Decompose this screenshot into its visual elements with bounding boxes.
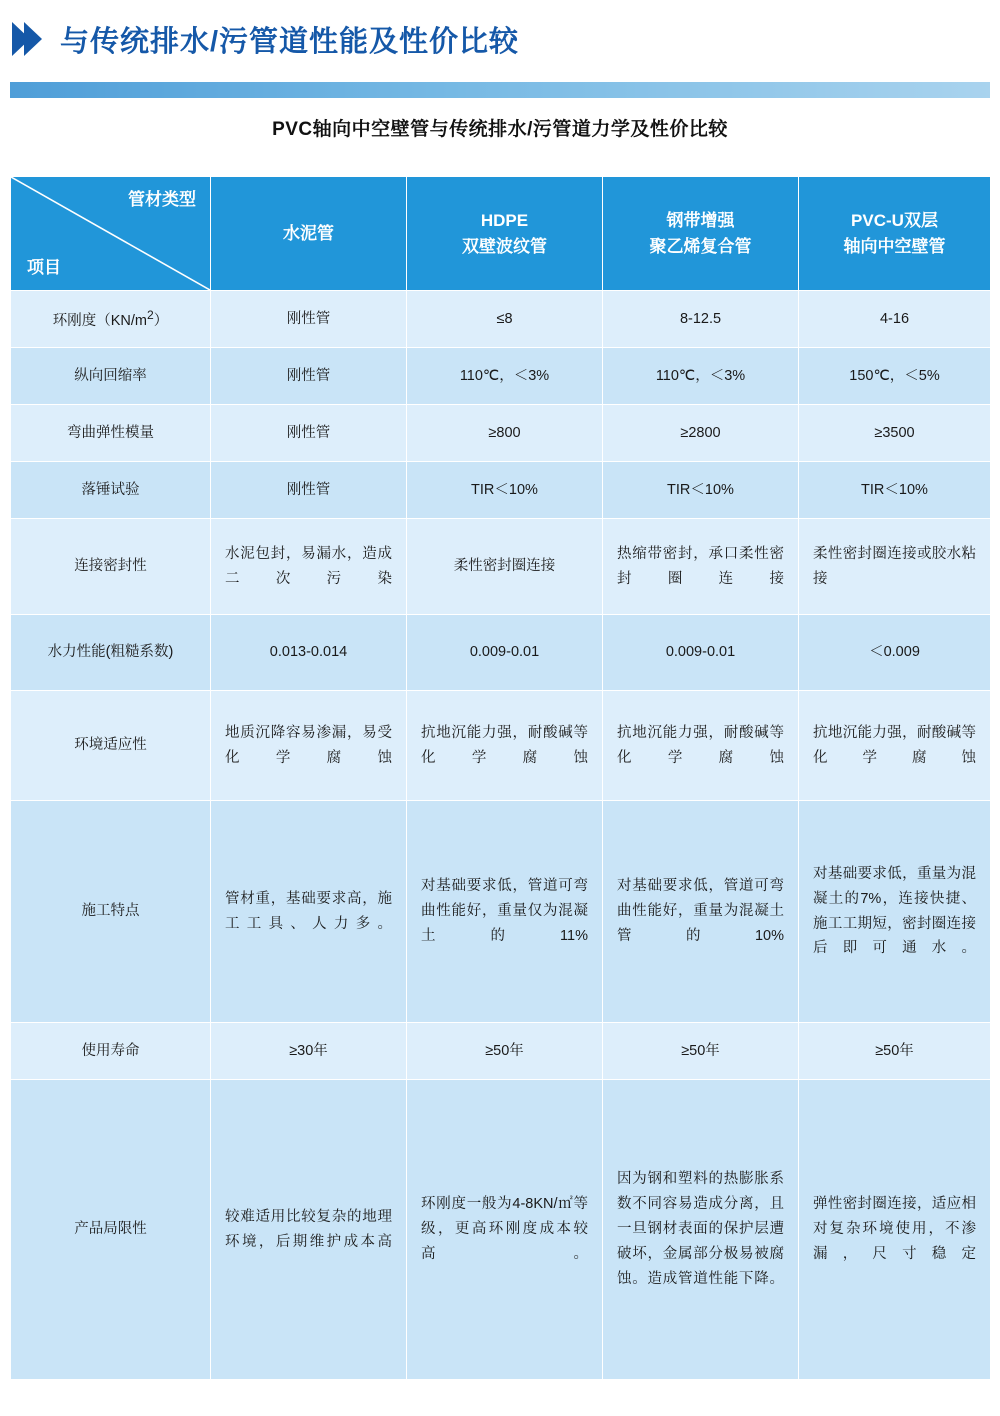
cell-text: 对基础要求低，管道可弯曲性能好，重量为混凝土管的10% <box>617 878 784 944</box>
row-label: 施工特点 <box>11 801 211 1023</box>
column-header-2-line2: 双壁波纹管 <box>462 236 547 256</box>
table-cell: 0.009-0.01 <box>407 615 603 691</box>
table-row <box>11 462 991 519</box>
column-header-1 <box>211 177 407 291</box>
table-cell: 刚性管 <box>211 291 407 348</box>
table-cell: 0.013-0.014 <box>211 615 407 691</box>
table-cell: 4-16 <box>799 291 991 348</box>
header-accent-bar <box>10 82 990 98</box>
cell-text: 弹性密封圈连接，适应相对复杂环境使用，不渗漏，尺寸稳定 <box>813 1196 976 1262</box>
table-cell <box>211 691 407 801</box>
table-row <box>11 519 991 615</box>
cell-text: 柔性密封圈连接或胶水粘接 <box>813 545 976 587</box>
table-cell <box>407 1080 603 1380</box>
table-row <box>11 1023 991 1080</box>
column-header-3 <box>603 177 799 291</box>
table-cell <box>799 519 991 615</box>
table-header-row <box>11 177 991 291</box>
table-cell: ≤8 <box>407 291 603 348</box>
table-cell: 刚性管 <box>211 348 407 405</box>
column-header-2 <box>407 177 603 291</box>
cell-text: 对基础要求低，管道可弯曲性能好，重量仅为混凝土的11% <box>421 878 588 944</box>
row-label: 连接密封性 <box>11 519 211 615</box>
row-label: 产品局限性 <box>11 1080 211 1380</box>
table-row <box>11 1080 991 1380</box>
column-header-3-line1: 钢带增强 <box>666 211 735 230</box>
column-header-4-line1: PVC-U双层 <box>851 211 938 230</box>
table-cell: ≥800 <box>407 405 603 462</box>
cell-text: 地质沉降容易渗漏，易受化学腐蚀 <box>225 724 392 766</box>
table-cell <box>799 801 991 1023</box>
table-cell <box>799 1080 991 1380</box>
column-header-3-line2: 聚乙烯复合管 <box>649 236 752 256</box>
comparison-table-container <box>10 176 990 1380</box>
table-row <box>11 348 991 405</box>
row-label: 环境适应性 <box>11 691 211 801</box>
table-cell <box>407 801 603 1023</box>
table-cell: TIR＜10% <box>407 462 603 519</box>
table-cell: ≥50年 <box>799 1023 991 1080</box>
table-corner-cell <box>11 177 211 291</box>
table-row <box>11 801 991 1023</box>
column-header-2-line1: HDPE <box>480 211 529 230</box>
cell-text: 抗地沉能力强，耐酸碱等化学腐蚀 <box>421 724 588 766</box>
cell-text: 环刚度一般为4-8KN/㎡等级，更高环刚度成本较高。 <box>421 1196 588 1262</box>
column-header-4-line2: 轴向中空壁管 <box>843 236 946 256</box>
table-row <box>11 291 991 348</box>
table-cell: 110℃，＜3% <box>603 348 799 405</box>
row-label: 水力性能(粗糙系数) <box>11 615 211 691</box>
table-cell: ＜0.009 <box>799 615 991 691</box>
cell-text: 抗地沉能力强，耐酸碱等化学腐蚀 <box>813 724 976 766</box>
table-cell: 刚性管 <box>211 462 407 519</box>
comparison-table <box>10 176 991 1380</box>
row-label: 落锤试验 <box>11 462 211 519</box>
cell-text: 较难适用比较复杂的地理环境，后期维护成本高 <box>225 1208 392 1250</box>
column-header-1-line1: 水泥管 <box>283 223 334 243</box>
page-title: 与传统排水/污管道性能及性价比较 <box>60 25 520 58</box>
cell-text: 水泥包封，易漏水，造成二次污染 <box>225 545 392 587</box>
page-header <box>0 0 1000 78</box>
column-header-4 <box>799 177 991 291</box>
table-caption: PVC轴向中空壁管与传统排水/污管道力学及性价比较 <box>272 119 728 140</box>
chevron-right-icon <box>10 20 44 58</box>
cell-text: 因为钢和塑料的热膨胀系数不同容易造成分离，且一旦钢材表面的保护层遭破坏，金属部分极易被腐蚀。造成管道性能下降。 <box>617 1171 784 1287</box>
table-cell <box>211 1080 407 1380</box>
table-cell <box>603 1080 799 1380</box>
table-cell: ≥2800 <box>603 405 799 462</box>
row-label: 使用寿命 <box>11 1023 211 1080</box>
cell-text: 管材重，基础要求高，施工工具、人力多。 <box>225 890 392 932</box>
table-row <box>11 691 991 801</box>
table-cell <box>407 691 603 801</box>
table-cell: ≥30年 <box>211 1023 407 1080</box>
table-cell <box>603 801 799 1023</box>
row-label: 弯曲弹性模量 <box>11 405 211 462</box>
table-row <box>11 405 991 462</box>
table-cell <box>603 519 799 615</box>
table-cell: TIR＜10% <box>603 462 799 519</box>
corner-column-label: 管材类型 <box>128 190 196 209</box>
table-cell: 柔性密封圈连接 <box>407 519 603 615</box>
row-label: 纵向回缩率 <box>11 348 211 405</box>
table-row <box>11 615 991 691</box>
table-cell: TIR＜10% <box>799 462 991 519</box>
cell-text: 热缩带密封，承口柔性密封圈连接 <box>617 545 784 587</box>
table-cell: 刚性管 <box>211 405 407 462</box>
table-cell <box>211 801 407 1023</box>
table-cell <box>799 691 991 801</box>
row-label: 环刚度$(KN/m^2)$ <box>11 291 211 348</box>
table-cell: ≥3500 <box>799 405 991 462</box>
cell-text: 对基础要求低，重量为混凝土的7%，连接快捷、施工工期短，密封圈连接后即可通水。 <box>813 865 976 957</box>
table-cell: 0.009-0.01 <box>603 615 799 691</box>
table-cell: ≥50年 <box>407 1023 603 1080</box>
table-cell: 8-12.5 <box>603 291 799 348</box>
table-cell <box>211 519 407 615</box>
corner-row-label: 项目 <box>27 257 61 277</box>
cell-text: 抗地沉能力强，耐酸碱等化学腐蚀 <box>617 724 784 766</box>
table-cell: ≥50年 <box>603 1023 799 1080</box>
table-cell: 150℃，＜5% <box>799 348 991 405</box>
table-cell <box>603 691 799 801</box>
table-cell: 110℃，＜3% <box>407 348 603 405</box>
